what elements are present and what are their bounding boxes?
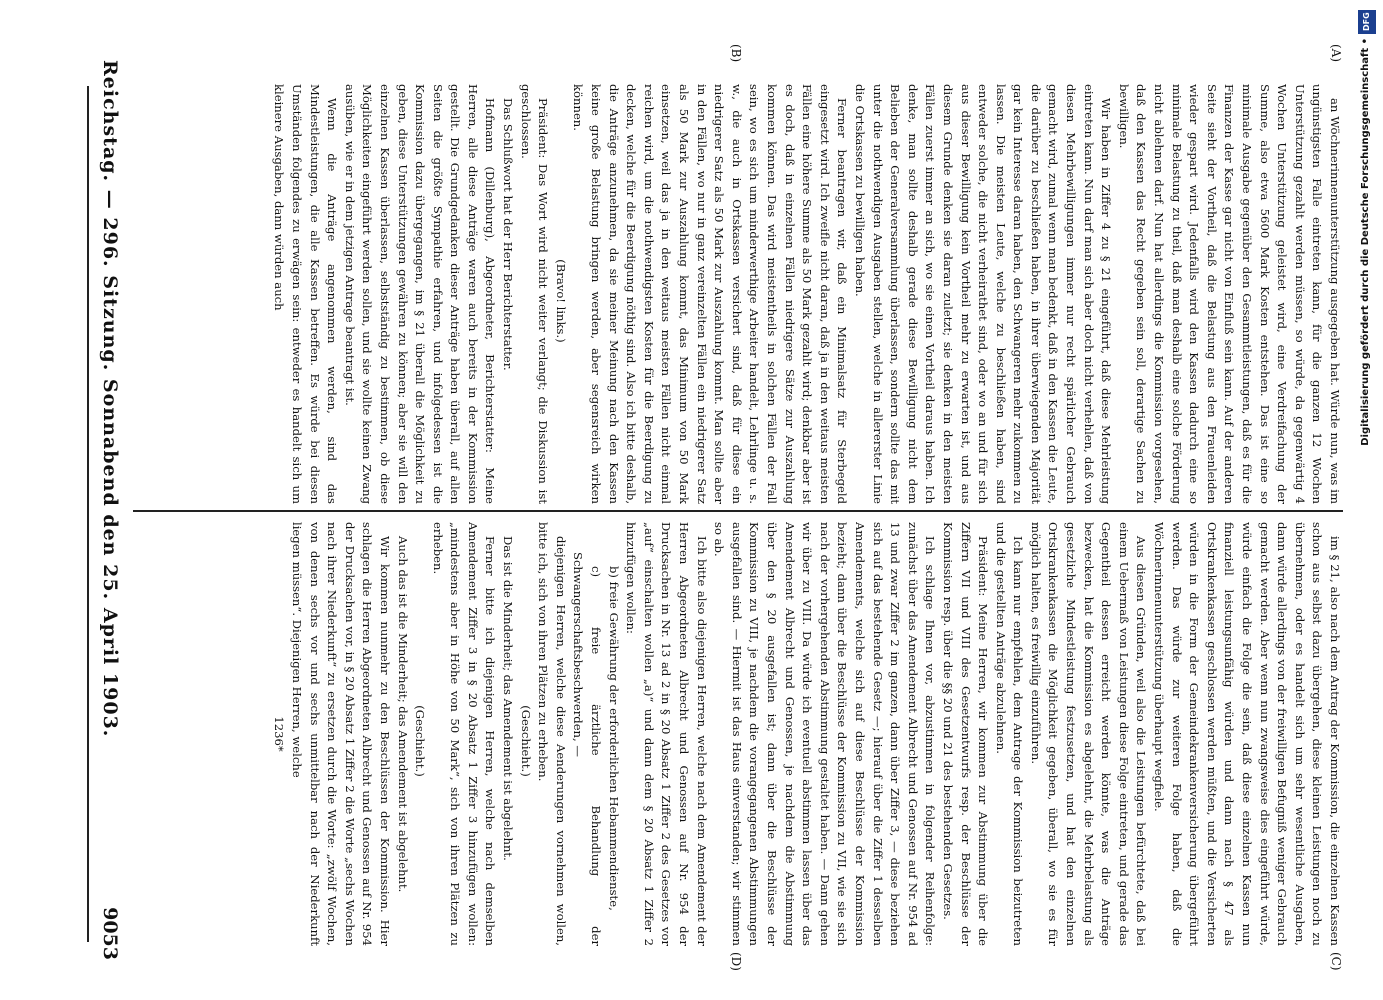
header-rule <box>87 86 89 942</box>
paragraph: Ich bitte also diejenigen Herren, welche nach dem Amendement der Herren Abgeordneten Albrecht und Genossen auf Nr. 954 der Drucksachen in Nr. 13 ad 2 in § 20 Absatz 1 Ziffer 2 des Gesetzes vor „auf“ einschalten wollen „a)“ und dann dem § 20 Absatz 1 Ziffer 2 hinzufügen wollen: <box>624 522 709 946</box>
paragraph: Präsident: Meine Herren, wir kommen zur Abstimmung über die Ziffern VII und VIII des Gesetzentwurfs resp. der Beschlüsse der Kommission resp. über die §§ 20 und 21 des bestehenden Gesetzes. <box>940 522 991 946</box>
paragraph: an Wöchnerinnenunterstützung ausgegeben hat. Würde nun, was im ungünstigsten Falle eintreten kann, für die ganzen 12 Wochen Unterstützung gezahlt werden müssen, so würde, da gegenwärtig 4 Wochen Unterstützung geleistet wird, eine Verdreifachung der Summe, also etwa 5600 Mark Kosten entstehen. Das ist eine so minimale Ausgabe gegenüber den Gesammtleistungen, daß es für die Finanzen der Kasse gar nicht von Einfluß sein kann. Auf der anderen Seite sieht der Vortheil, daß die Belastung aus den Frauenleiden wieder gespart wird. Jedenfalls wird den Kassen dadurch eine so minimale Belastung zu theil, daß man deshalb eine solche Förderung nicht ablehnen darf. Nun hat allerdings die Kommission vorgesehen, daß den Kassen das Recht gegeben sein soll, derartige Sachen zu bewilligen. <box>1116 84 1342 504</box>
running-head-title: Reichstag. — 296. Sitzung. Sonnabend den 25. April 1903. <box>99 60 121 738</box>
column-rule <box>133 510 1343 512</box>
paragraph: Hofmann (Dillenburg), Abgeordneter, Berichterstatter: Meine Herren, alle diese Anträge waren auch bereits in der Kommission gestellt. Die Grundgedanken dieser Anträge haben überall, auf allen Seiten die größte Sympathie erfahren, und infolgedessen ist die Kommission dazu übergegangen, im § 21 überall die Möglichkeit zu geben, diese Unterstützungen gewähren zu können; aber sie will den einzelnen Kassen überlassen, selbstständig zu bestimmen, ob diese Möglichkeiten eingeführt werden sollen, und sie wollte keinen Zwang ausüben, wie er in dem jetzigen Antrage beantragt ist. <box>342 84 498 504</box>
paragraph: Das ist die Minderheit; das Amendement ist abgelehnt. <box>501 536 516 861</box>
dfg-logo: DFG <box>1358 10 1376 34</box>
paragraph: Wenn die Anträge angenommen werden, sind das Mindestleistungen, die alle Kassen betreffen. Es würde bei diesen Umständen folgendes zu erwägen sein: entweder es handelt sich um kleinere Ausgaben, dann würden auch <box>272 84 340 504</box>
margin-marker-a: (A) <box>1329 44 1343 63</box>
margin-marker-c: (C) <box>1329 952 1343 971</box>
digitization-notice: Digitalisierung gefördert durch die Deutsche Forschungsgemeinschaft • <box>1360 38 1371 446</box>
paragraph: Das Schlußwort hat der Herr Berichterstatter. <box>501 98 516 371</box>
paragraph: Wir haben in Ziffer 4 zu § 21 eingeführt, daß diese Mehrleistung eintreten kann. Nun darf man sich aber doch nicht verhehlen, daß von diesen Mehrbewilligungen immer nur recht spärlicher Gebrauch gemacht wird, zumal wenn man bedenkt, daß in den Kassen die Leute, die darüber zu beschließen haben, in ihrer überwiegenden Majorität gar kein Interesse daran haben, den Schwangeren mehr zukommen zu lassen. Die meisten Leute, welche zu beschließen haben, sind entweder solche, die nicht verheirathet sind, oder wo an und für sich aus dieser Bewilligung kein Vortheil mehr zu erwarten ist, und aus diesem Grunde denken sie daran zuletzt; sie denken in den meisten Fällen zuerst immer an sich, wo sie einen Vortheil daraus haben. Ich denke, man sollte deshalb gerade diese Bewilligung nicht dem Belieben der Generalversammlung überlassen, sondern sollte das mit unter die nothwendigen Ausgaben stellen, welche in allererster Linie die Ortskassen zu bewilligen haben. <box>852 84 1114 504</box>
left-column <box>133 84 1343 504</box>
digitization-stamp <box>1357 6 1379 986</box>
running-head <box>91 60 121 960</box>
footer-page-number: 1236* <box>272 716 287 752</box>
page-number: 9053 <box>99 907 121 960</box>
paragraph: diejenigen Herren, welche diese Aenderungen vornehmen wollen, bitte ich, sich von ihren Plätzen zu erheben. <box>536 522 568 946</box>
paragraph: (Geschieht.) <box>413 705 428 777</box>
paragraph: (Geschieht.) <box>518 705 533 777</box>
paragraph: (Bravo! links.) <box>553 259 568 343</box>
paragraph: Wir kommen nunmehr zu den Beschlüssen der Kommission. Hier schlagen die Herren Abgeordneten Albrecht und Genossen auf Nr. 954 der Drucksachen vor, in § 20 Absatz 1 Ziffer 2 die Worte „sechs Wochen nach ihrer Niederkunft“ zu ersetzen durch die Worte: „zwölf Wochen, von denen sechs vor und sechs unmittelbar nach der Niederkunft liegen müssen“. Diejenigen Herren, welche <box>289 522 392 946</box>
right-column <box>133 522 1343 946</box>
paragraph: Ferner bitte ich diejenigen Herren, welche nach demselben Amendement Ziffer 3 in § 20 Absatz 1 Ziffer 3 hinzufügen wollen: „mindestens aber in Höhe von 50 Mark“, sich von ihren Plätzen zu erheben. <box>430 522 498 946</box>
paragraph: Auch das ist die Minderheit; das Amendement ist abgelehnt. <box>395 536 410 893</box>
paragraph: c) freie ärztliche Behandlung der Schwangerschaftsbeschwerden, — <box>571 552 604 946</box>
paragraph: Ferner beantragen wir, daß ein Minimalsatz für Sterbegeld eingesetzt wird. Ich zweifle nicht daran, daß ja in den weitaus meisten Fällen eine höhere Summe als 50 Mark gezahlt wird; denkbar aber ist es doch, daß in einzelnen Fällen niedrigere Sätze zur Auszahlung kommen können. Das wird meistentheils in solchen Fällen der Fall sein, wo es sich um minderwerthige Arbeiter handelt, Lehrlinge u. s. w., die auch in Ortskassen versichert sind, daß für diese ein niedrigerer Satz als 50 Mark zur Auszahlung kommt. Man sollte aber in den Fällen, wo nur in ganz vereinzelten Fällen ein niedrigerer Satz als 50 Mark zur Auszahlung kommt, das Minimum von 50 Mark einsetzen, weil das ja in den weitaus meisten Fällen nicht einmal reichen wird, um die nothwendigsten Kosten für die Beerdigung zu decken, welche für die Beerdigung nöthig sind. Also ich bitte deshalb, die Anträge anzunehmen, da sie meiner Meinung nach den Kassen keine große Belastung bringen werden, aber segensreich wirken können. <box>571 84 850 504</box>
paragraph: Aus diesen Gründen, weil also die Leistungen befürchtete, daß bei einem Uebermaß von Leistungen diese Folge eintreten, und gerade das Gegentheil dessen erreicht werden könnte, was die Anträge bezwecken, hat die Kommission es abgelehnt, die Mehrbelastung als gesetzliche Mindestleistung festzusetzen, und hat den einzelnen Ortskrankenkassen die Möglichkeit gegeben, überall, wo sie es für möglich halten, es freiwillig einzuführen. <box>1028 522 1149 946</box>
paragraph: im § 21, also nach dem Antrag der Kommission, die einzelnen Kassen schon aus selbst dazu übergehen, diese kleinen Leistungen noch zu übernehmen, oder es handelt sich um sehr wesentliche Ausgaben, dann würde allerdings von der freiwilligen Befugniß weniger Gebrauch gemacht werden. Aber wenn nun zwangsweise dies eingeführt würde, würde einfach die Folge die sein, daß diese einzelnen Kassen nun finanziell leistungsunfähig würden und dann nach § 47 als Ortskrankenkassen geschlossen werden müßten, und die Versicherten würden in die Form der Gemeindekrankenversicherung übergeführt werden. Das würde zur weiteren Folge haben, daß die Wöchnerinnenunterstützung überhaupt wegfiele. <box>1152 522 1342 946</box>
paragraph: b) freie Gewährung der erforderlichen Hebammendienste, <box>606 566 621 911</box>
margin-marker-d: (D) <box>729 952 743 971</box>
margin-marker-b: (B) <box>729 44 743 63</box>
paragraph: Präsident: Das Wort wird nicht weiter verlangt; die Diskussion ist geschlossen. <box>518 84 551 504</box>
paragraph: Ich kann nur empfehlen, dem Antrage der Kommission beizutreten und die gestellten Anträge abzulehnen. <box>993 522 1026 946</box>
text-body <box>133 84 1343 944</box>
paragraph: Ich schlage Ihnen vor, abzustimmen in folgender Reihenfolge: zunächst über das Amendement Albrecht und Genossen auf Nr. 954 ad 13 und zwar Ziffer 2 im ganzen, dann über Ziffer 3, — diese beziehen sich auf das bestehende Gesetz —; hierauf über die Ziffer 1 desselben Amendements, welche sich auf diese Beschlüsse der Kommission bezieht; dann über die Beschlüsse der Kommission zu VII, wie sie sich nach der vorhergehenden Abstimmung gestaltet haben. — Dann gehen wir über zu VIII. Da würde ich eventuell abstimmen lassen über das Amendement Albrecht und Genossen, je nachdem die Abstimmung über den § 20 ausgefallen ist; dann über die Beschlüsse der Kommission zu VIII, je nachdem die vorangegangenen Abstimmungen ausgefallen sind. — Hiermit ist das Haus einverstanden; wir stimmen so ab. <box>712 522 938 946</box>
